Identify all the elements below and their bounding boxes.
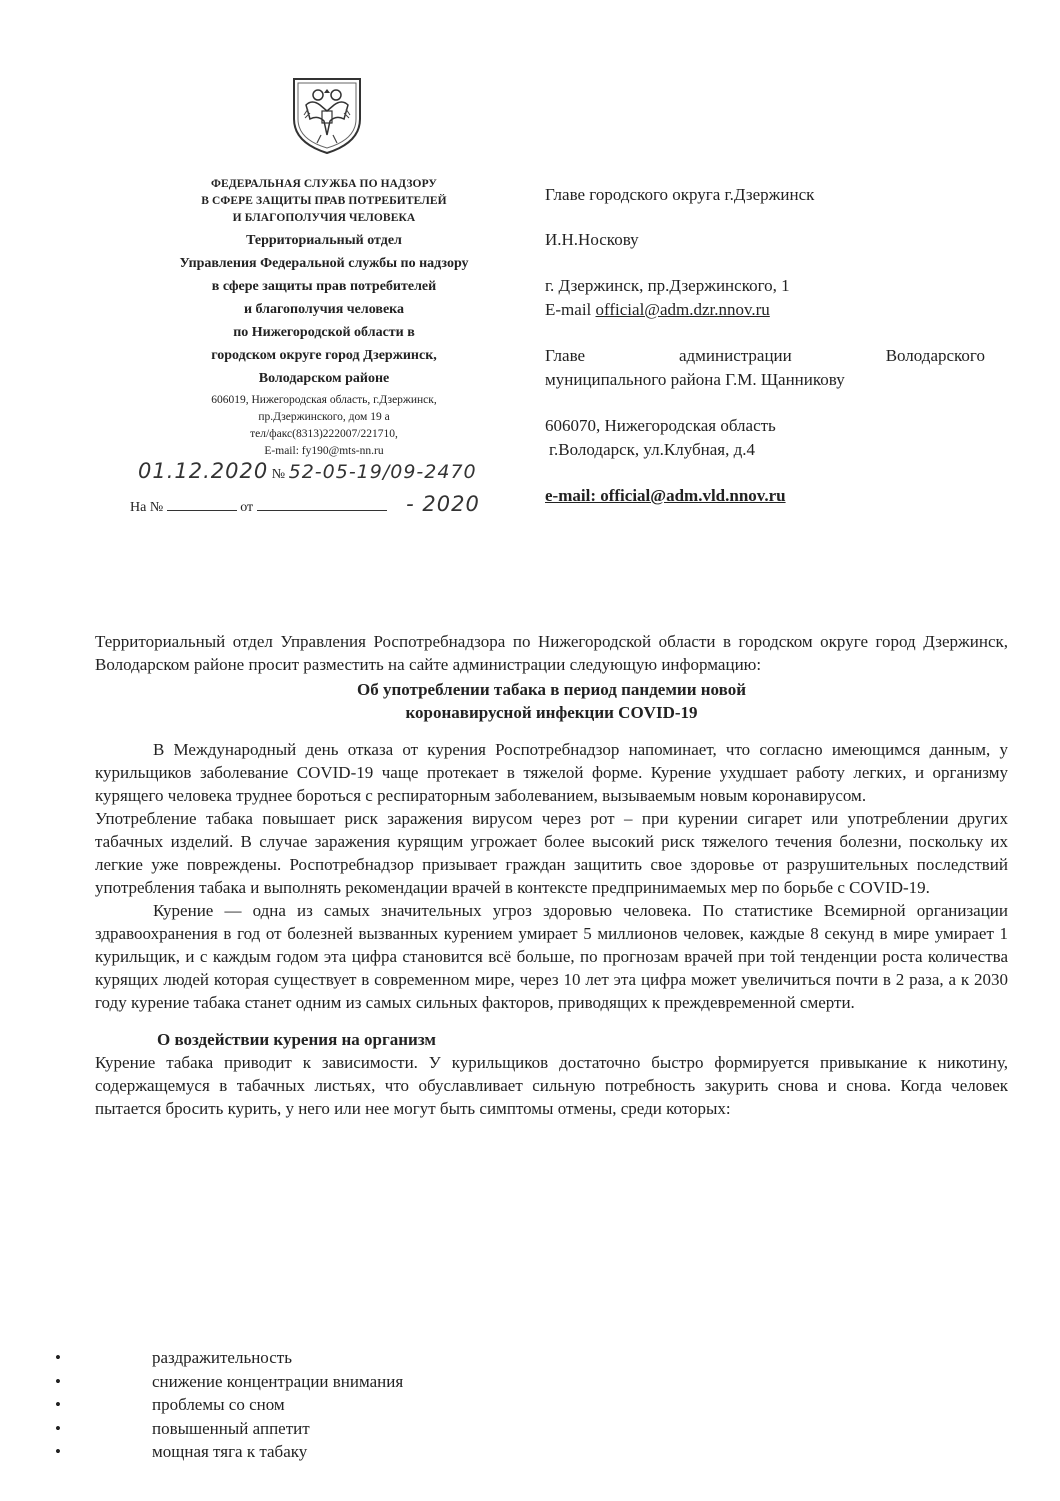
paragraph: Употребление табака повышает риск заражения вирусом через рот – при курении сигарет или употреблении других табачных изделий. В случае заражения курящим угрожает более высокий риск тяжелого течения болезни, поскольку их легкие уже повреждены. Роспотребнадзор призывает граждан защитить свое здоровье от разрушительных последствий употребления табака и выполнять рекомендации врачей в контексте предпринимаемых мер по борьбе с COVID-19. <box>95 809 1008 897</box>
sender-block <box>118 176 530 460</box>
number-label: № <box>271 467 286 482</box>
paragraph: Курение табака приводит к зависимости. У курильщиков достаточно быстро формируется привыкание к никотину, содержащемуся в табачных листьях, что обуславливает сильную потребность закурить снова и снова. Когда человек пытается бросить курить, у него или нее могут быть симптомы отмены, среди которых: <box>95 1053 1008 1118</box>
recipient-line <box>545 344 985 368</box>
recipient-block <box>545 183 985 508</box>
ref-number-label: На № <box>130 500 164 515</box>
agency-name-line: ФЕДЕРАЛЬНАЯ СЛУЖБА ПО НАДЗОРУ <box>211 178 437 190</box>
bullet-marker: • <box>55 1418 61 1438</box>
list-item-text: раздражительность <box>152 1348 292 1367</box>
department-line: в сфере защиты прав потребителей <box>211 279 437 294</box>
list-item-text: снижение концентрации внимания <box>152 1371 404 1391</box>
list-item <box>55 1393 403 1417</box>
agency-name-line: В СФЕРЕ ЗАЩИТЫ ПРАВ ПОТРЕБИТЕЛЕЙ <box>201 195 447 207</box>
recipient-name: муниципального района Г.М. Щанникову <box>545 370 845 389</box>
handwritten-date: 01.12.2020 <box>138 459 269 483</box>
department-line: Управления Федеральной службы по надзору <box>179 256 469 271</box>
recipient-word: Главе <box>545 346 586 365</box>
list-item <box>55 1417 403 1441</box>
list-item-text: мощная тяга к табаку <box>152 1442 308 1461</box>
paragraph: В Международный день отказа от курения Роспотребнадзор напоминает, что согласно имеющимся данным, у курильщиков заболевание COVID-19 чаще протекает в тяжелой форме. Курение ухудшает работу легких, и организму курящего человека труднее бороться с респираторным заболеванием, вызываемым новым коронавирусом. <box>95 740 1008 805</box>
department-line: городском округе город Дзержинск, <box>211 348 437 363</box>
list-item <box>55 1370 403 1394</box>
recipient-email-line <box>545 298 985 322</box>
article-title: коронавирусной инфекции COVID-19 <box>405 703 698 722</box>
bullet-marker: • <box>55 1348 61 1367</box>
department-line: Территориальный отдел <box>246 233 402 248</box>
symptom-list <box>55 1346 403 1464</box>
email-label: E-mail <box>545 300 592 319</box>
article-title: Об употреблении табака в период пандемии новой <box>356 680 746 699</box>
list-item-text: повышенный аппетит <box>152 1418 310 1438</box>
recipient-address: г. Дзержинск, пр.Дзержинского, 1 <box>545 276 790 295</box>
sender-address-line: 606019, Нижегородская область, г.Дзержинск, <box>211 394 437 406</box>
bullet-marker: • <box>55 1395 61 1414</box>
recipient-name: И.Н.Носкову <box>545 230 639 249</box>
ref-date-blank <box>257 498 387 511</box>
recipient-address: г.Володарск, ул.Клубная, д.4 <box>549 440 756 459</box>
list-item-text: проблемы со сном <box>152 1395 285 1414</box>
intro-paragraph: Территориальный отдел Управления Роспотребнадзора по Нижегородской области в городском округе город Дзержинск, Володарском районе просит разместить на сайте администрации следующую информацию: <box>95 632 1008 674</box>
list-item <box>55 1440 403 1464</box>
reference-line <box>130 492 540 517</box>
recipient-line: Главе городского округа г.Дзержинск <box>545 185 815 204</box>
sender-address-line: тел/факс(8313)222007/221710, <box>250 428 398 440</box>
recipient-address: 606070, Нижегородская область <box>545 416 776 435</box>
handwritten-number: 52-05-19/09-2470 <box>288 461 477 483</box>
ref-number-blank <box>167 498 237 511</box>
list-item <box>55 1346 403 1370</box>
recipient-email-link[interactable]: official@adm.dzr.nnov.ru <box>595 300 770 319</box>
section-heading: О воздействии курения на организм <box>157 1030 436 1049</box>
department-line: и благополучия человека <box>243 302 405 317</box>
document-body <box>95 630 1008 1120</box>
ref-from-label: от <box>240 500 254 515</box>
recipient-word: администрации <box>678 346 792 365</box>
handwritten-year: - 2020 <box>406 492 480 516</box>
recipient-word: Володарского <box>885 346 985 365</box>
agency-name-line: И БЛАГОПОЛУЧИЯ ЧЕЛОВЕКА <box>232 212 416 224</box>
recipient-email-link[interactable]: e-mail: official@adm.vld.nnov.ru <box>545 486 786 505</box>
coat-of-arms-emblem <box>288 75 366 155</box>
bullet-marker: • <box>55 1371 61 1391</box>
department-line: Володарском районе <box>258 371 390 386</box>
sender-address-line: пр.Дзержинского, дом 19 а <box>258 411 390 423</box>
bullet-marker: • <box>55 1442 61 1461</box>
department-line: по Нижегородской области в <box>233 325 415 340</box>
registration-number-line <box>138 459 538 484</box>
sender-email-line: E-mail: fy190@mts-nn.ru <box>264 445 384 457</box>
paragraph: Курение — одна из самых значительных угроз здоровью человека. По статистике Всемирной организации здравоохранения в год от болезней вызванных курением умирает 5 миллионов человек, каждые 8 секунд в мире умирает 1 курильщик, и с каждым годом эта цифра становится всё больше, по прогнозам врачей при той тенденции роста количества курящих людей которая существует в современном мире, через 10 лет эта цифра может увеличиться почти в 2 раза, а к 2030 году курение табака станет одним из самых сильных факторов, приводящих к преждевременной смерти. <box>95 901 1008 1012</box>
